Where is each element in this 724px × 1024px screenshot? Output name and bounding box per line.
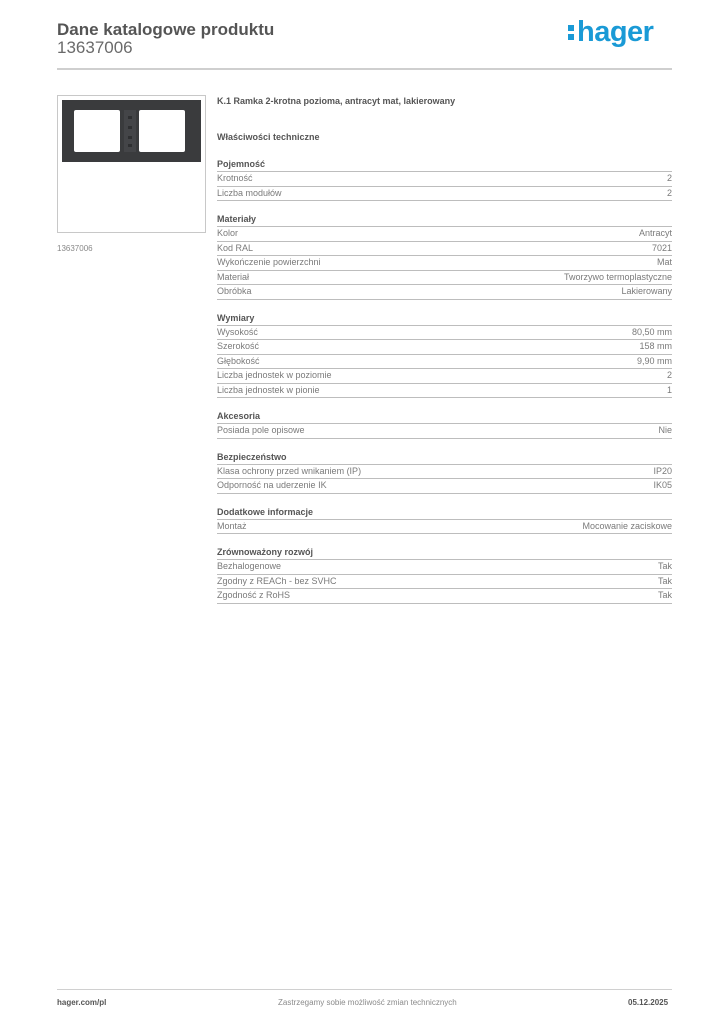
section-title: Pojemność [217,158,672,172]
section-title: Akcesoria [217,410,672,424]
spec-value: 2 [666,370,672,380]
spec-label: Materiał [217,271,250,282]
section-title: Bezpieczeństwo [217,451,672,465]
spec-row [217,424,672,439]
footer-divider [57,989,672,990]
spec-row [217,384,672,399]
spec-section [217,213,672,300]
footer-date: 05.12.2025 [628,998,669,1007]
spec-section [217,451,672,494]
spec-row [217,465,672,480]
properties-title: Właściwości techniczne [217,132,320,142]
spec-row [217,369,672,384]
product-name: K.1 Ramka 2-krotna pozioma, antracyt mat, lakierowany [217,96,456,106]
section-title: Zrównoważony rozwój [217,546,672,560]
frame-center-bar [124,110,136,152]
spec-label: Kod RAL [217,242,254,253]
hager-logo [568,15,653,49]
spec-value: Tak [657,561,672,571]
spec-label: Krotność [217,173,253,183]
spec-value: 158 mm [639,341,672,351]
spec-label: Wysokość [217,326,258,337]
spec-label: Kolor [217,228,239,238]
spec-label: Montaż [217,520,247,531]
logo-colon-icon [568,22,575,42]
spec-sections [217,158,672,604]
image-caption: 13637006 [57,244,93,253]
spec-row [217,520,672,535]
spec-row [217,187,672,202]
spec-row [217,560,672,575]
spec-value: IK05 [653,480,672,490]
spec-label: Szerokość [217,341,260,351]
spec-label: Obróbka [217,286,252,296]
spec-label: Klasa ochrony przed wnikaniem (IP) [217,465,362,476]
spec-value: 2 [666,187,672,198]
spec-label: Posiada pole opisowe [217,425,305,435]
spec-section [217,546,672,604]
spec-section [217,506,672,535]
spec-value: 80,50 mm [631,326,672,337]
product-image [57,95,206,233]
spec-value: 7021 [651,242,672,253]
frame-opening-right [139,110,185,152]
spec-row [217,227,672,242]
spec-value: Mocowanie zaciskowe [582,520,672,531]
frame-opening-left [74,110,120,152]
spec-row [217,242,672,257]
spec-value: 2 [666,173,672,183]
footer-website-link[interactable]: hager.com/pl [57,998,107,1007]
spec-row [217,340,672,355]
section-title: Materiały [217,213,672,227]
spec-row [217,285,672,300]
spec-value: Mat [656,257,672,267]
spec-row [217,271,672,286]
spec-value: Tak [657,590,672,600]
spec-value: Tak [657,575,672,586]
spec-row [217,575,672,590]
spec-value: 1 [666,384,672,395]
frame-illustration [62,100,201,162]
header-divider [57,68,672,70]
spec-label: Liczba jednostek w pionie [217,384,320,395]
spec-row [217,479,672,494]
spec-label: Wykończenie powierzchni [217,257,321,267]
section-title: Wymiary [217,312,672,326]
page-title: Dane katalogowe produktu [57,20,275,39]
spec-section [217,312,672,399]
spec-value: 9,90 mm [636,355,672,366]
spec-section [217,158,672,201]
spec-label: Zgodny z REACh - bez SVHC [217,575,337,586]
logo-text: hager [577,16,654,48]
spec-row [217,589,672,604]
spec-label: Bezhalogenowe [217,561,282,571]
spec-section [217,410,672,439]
product-number: 13637006 [57,38,133,57]
spec-value: Antracyt [638,228,672,238]
spec-label: Zgodność z RoHS [217,590,291,600]
spec-label: Liczba modułów [217,187,282,198]
product-details [217,94,672,604]
section-title: Dodatkowe informacje [217,506,672,520]
spec-value: Lakierowany [621,286,672,296]
spec-row [217,172,672,187]
spec-label: Odporność na uderzenie IK [217,480,327,490]
spec-label: Głębokość [217,355,260,366]
spec-value: IP20 [653,465,672,476]
footer-disclaimer: Zastrzegamy sobie możliwość zmian technicznych [278,998,457,1007]
spec-row [217,326,672,341]
spec-value: Tworzywo termoplastyczne [563,271,672,282]
spec-row [217,355,672,370]
spec-value: Nie [658,425,672,435]
spec-label: Liczba jednostek w poziomie [217,370,332,380]
spec-row [217,256,672,271]
